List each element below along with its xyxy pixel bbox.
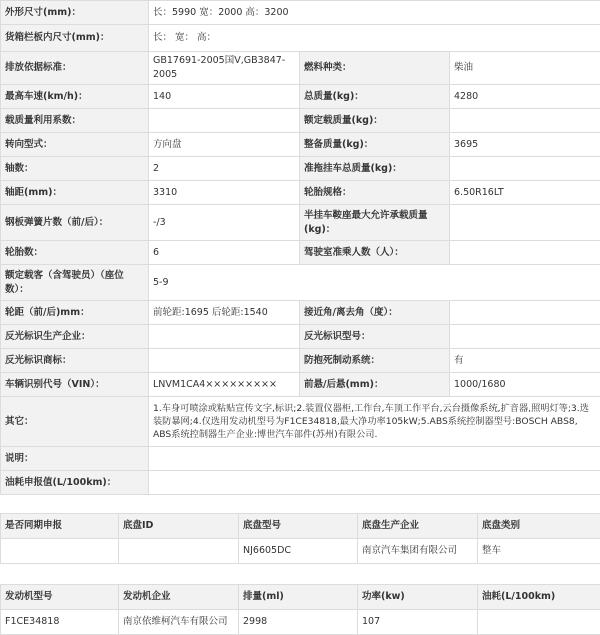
axle-count-value: 2 (149, 157, 300, 181)
approach-angle-label: 接近角/离去角（度）： (300, 301, 450, 325)
max-speed-value: 140 (149, 85, 300, 109)
engine-model-value: F1CE34818 (1, 610, 119, 635)
rated-load-label: 额定载质量(kg)： (300, 109, 450, 133)
fuel-type-value: 柴油 (450, 52, 600, 85)
trailer-mass-value (450, 157, 600, 181)
total-mass-value: 4280 (450, 85, 600, 109)
engine-header-row (1, 585, 600, 610)
rated-load-value (450, 109, 600, 133)
leaf-springs-label: 钢板弹簧片数（前/后）： (1, 205, 149, 241)
spec-row-springs (1, 205, 600, 241)
dimensions-value: 长：5990 宽：2000 高：3200 (149, 1, 600, 25)
chassis-header-category: 底盘类别 (478, 514, 600, 539)
trailer-mass-label: 准拖挂车总质量(kg)： (300, 157, 450, 181)
track-label: 轮距（前/后)mm： (1, 301, 149, 325)
fuel-type-label: 燃料种类： (300, 52, 450, 85)
spec-row-other (1, 397, 600, 447)
chassis-maker-value: 南京汽车集团有限公司 (358, 539, 478, 564)
leaf-springs-value: -/3 (149, 205, 300, 241)
cargo-box-value: 长： 宽： 高： (149, 25, 600, 52)
steering-label: 转向型式： (1, 133, 149, 157)
spec-row-vin (1, 373, 600, 397)
other-value: 1.车身可喷涂或粘贴宣传文字,标识;2.装置仪器柜,工作台,车顶工作平台,云台摄像系统,扩音器,照明灯等;3.选装防暴网;4.仅选用发动机型号为F1CE34818,最大净功率105kW;5.ABS系统控制器型号:BOSCH ABS8, ABS系统控制器生产企业:博世汽车部件(苏州)有限公司. (149, 397, 600, 447)
spec-row-tires (1, 241, 600, 265)
passengers-label: 额定载客（含驾驶员）（座位数）： (1, 265, 149, 301)
fuel-consumption-value (149, 471, 600, 495)
reflective-model-value (450, 325, 600, 349)
engine-header-displacement: 排量(ml) (239, 585, 358, 610)
steering-value: 方向盘 (149, 133, 300, 157)
axle-count-label: 轴数： (1, 157, 149, 181)
reflective-brand-label: 反光标识商标： (1, 349, 149, 373)
chassis-model-value: NJ6605DC (239, 539, 358, 564)
reflective-model-label: 反光标识型号： (300, 325, 450, 349)
chassis-header-row (1, 514, 600, 539)
spec-row-wheelbase (1, 181, 600, 205)
engine-displacement-value: 2998 (239, 610, 358, 635)
chassis-table (0, 513, 600, 564)
engine-header-model: 发动机型号 (1, 585, 119, 610)
load-utilization-value (149, 109, 300, 133)
engine-header-power: 功率(kw) (358, 585, 478, 610)
vin-value: LNVM1CA4××××××××× (149, 373, 300, 397)
saddle-load-label: 半挂车鞍座最大允许承载质量(kg)： (300, 205, 450, 241)
cargo-box-label: 货箱栏板内尺寸(mm)： (1, 25, 149, 52)
curb-weight-label: 整备质量(kg)： (300, 133, 450, 157)
spec-row-speed (1, 85, 600, 109)
spec-row-track (1, 301, 600, 325)
engine-maker-value: 南京依维柯汽车有限公司 (119, 610, 239, 635)
spec-row-abs (1, 349, 600, 373)
saddle-load-value (450, 205, 600, 241)
spec-row-dimensions (1, 1, 600, 25)
reflective-maker-label: 反光标识生产企业： (1, 325, 149, 349)
table-row (1, 539, 600, 564)
chassis-header-model: 底盘型号 (239, 514, 358, 539)
chassis-concurrent-value (1, 539, 119, 564)
spec-row-cargo-box (1, 25, 600, 52)
curb-weight-value: 3695 (450, 133, 600, 157)
chassis-header-id: 底盘ID (119, 514, 239, 539)
load-utilization-label: 载质量利用系数： (1, 109, 149, 133)
fuel-consumption-label: 油耗申报值(L/100km)： (1, 471, 149, 495)
engine-header-fuel: 油耗(L/100km) (478, 585, 600, 610)
abs-label: 防抱死制动系统： (300, 349, 450, 373)
approach-angle-value (450, 301, 600, 325)
table-row (1, 610, 600, 635)
spec-row-steering (1, 133, 600, 157)
vin-label: 车辆识别代号（VIN）： (1, 373, 149, 397)
wheelbase-value: 3310 (149, 181, 300, 205)
tire-spec-value: 6.50R16LT (450, 181, 600, 205)
abs-value: 有 (450, 349, 600, 373)
spec-row-reflective (1, 325, 600, 349)
spec-row-fuel-consumption (1, 471, 600, 495)
spec-row-passengers (1, 265, 600, 301)
reflective-brand-value (149, 349, 300, 373)
max-speed-label: 最高车速(km/h)： (1, 85, 149, 109)
engine-table (0, 584, 600, 635)
tire-count-value: 6 (149, 241, 300, 265)
overhang-label: 前悬/后悬(mm)： (300, 373, 450, 397)
tire-count-label: 轮胎数： (1, 241, 149, 265)
chassis-category-value: 整车 (478, 539, 600, 564)
cab-seats-label: 驾驶室准乘人数（人）： (300, 241, 450, 265)
notes-label: 说明： (1, 447, 149, 471)
reflective-maker-value (149, 325, 300, 349)
chassis-header-maker: 底盘生产企业 (358, 514, 478, 539)
total-mass-label: 总质量(kg)： (300, 85, 450, 109)
spec-row-notes (1, 447, 600, 471)
dimensions-label: 外形尺寸(mm)： (1, 1, 149, 25)
track-value: 前轮距:1695 后轮距:1540 (149, 301, 300, 325)
emission-standard-label: 排放依据标准： (1, 52, 149, 85)
passengers-value: 5-9 (149, 265, 600, 301)
engine-power-value: 107 (358, 610, 478, 635)
overhang-value: 1000/1680 (450, 373, 600, 397)
other-label: 其它： (1, 397, 149, 447)
engine-fuel-value (478, 610, 600, 635)
chassis-header-concurrent: 是否同期申报 (1, 514, 119, 539)
cab-seats-value (450, 241, 600, 265)
engine-header-maker: 发动机企业 (119, 585, 239, 610)
spec-row-emission (1, 52, 600, 85)
spec-row-load (1, 109, 600, 133)
spec-row-axles (1, 157, 600, 181)
emission-standard-value: GB17691-2005国Ⅴ,GB3847-2005 (149, 52, 300, 85)
wheelbase-label: 轴距(mm)： (1, 181, 149, 205)
tire-spec-label: 轮胎规格： (300, 181, 450, 205)
notes-value (149, 447, 600, 471)
chassis-id-value (119, 539, 239, 564)
